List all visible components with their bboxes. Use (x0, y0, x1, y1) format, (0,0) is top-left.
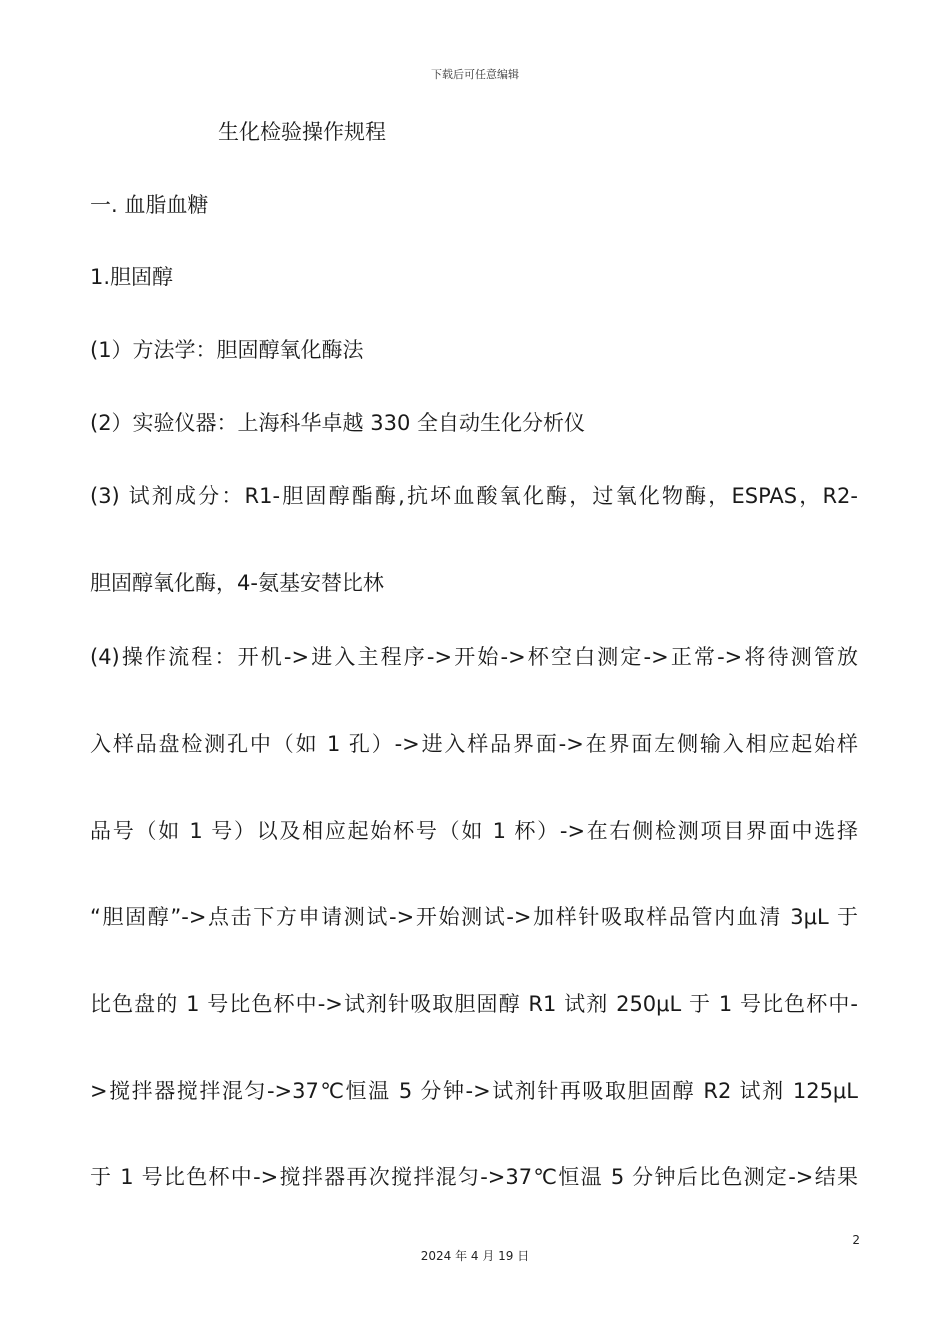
header-note: 下载后可任意编辑 (431, 68, 519, 81)
procedure-line-7: 于 1 号比色杯中->搅拌器再次搅拌混匀->37℃恒温 5 分钟后比色测定->结果 (90, 1165, 858, 1189)
procedure-line-6: >搅拌器搅拌混匀->37℃恒温 5 分钟->试剂针再吸取胆固醇 R2 试剂 125μL (90, 1079, 858, 1103)
document-title: 生化检验操作规程 (218, 120, 386, 144)
procedure-line-5: 比色盘的 1 号比色杯中->试剂针吸取胆固醇 R1 试剂 250μL 于 1 号比色杯中- (90, 992, 858, 1016)
instrument-line: (2）实验仪器：上海科华卓越 330 全自动生化分析仪 (90, 411, 585, 435)
subsection-heading: 1.胆固醇 (90, 265, 174, 289)
page-number: 2 (852, 1233, 860, 1247)
procedure-line-2: 入样品盘检测孔中（如 1 孔）->进入样品界面->在界面左侧输入相应起始样 (90, 732, 858, 756)
section-heading: 一. 血脂血糖 (90, 193, 209, 217)
footer-date: 2024 年 4 月 19 日 (420, 1249, 530, 1263)
procedure-line-4: “胆固醇”->点击下方申请测试->开始测试->加样针吸取样品管内血清 3μL 于 (90, 905, 858, 929)
procedure-line-3: 品号（如 1 号）以及相应起始杯号（如 1 杯）->在右侧检测项目界面中选择 (90, 819, 858, 843)
method-line: (1）方法学：胆固醇氧化酶法 (90, 338, 364, 362)
procedure-line-1: (4)操作流程：开机->进入主程序->开始->杯空白测定->正常->将待测管放 (90, 645, 858, 669)
reagent-line-1: (3) 试剂成分：R1-胆固醇酯酶,抗坏血酸氧化酶，过氧化物酶，ESPAS，R2- (90, 484, 858, 508)
reagent-line-2: 胆固醇氧化酶，4-氨基安替比林 (90, 571, 384, 595)
